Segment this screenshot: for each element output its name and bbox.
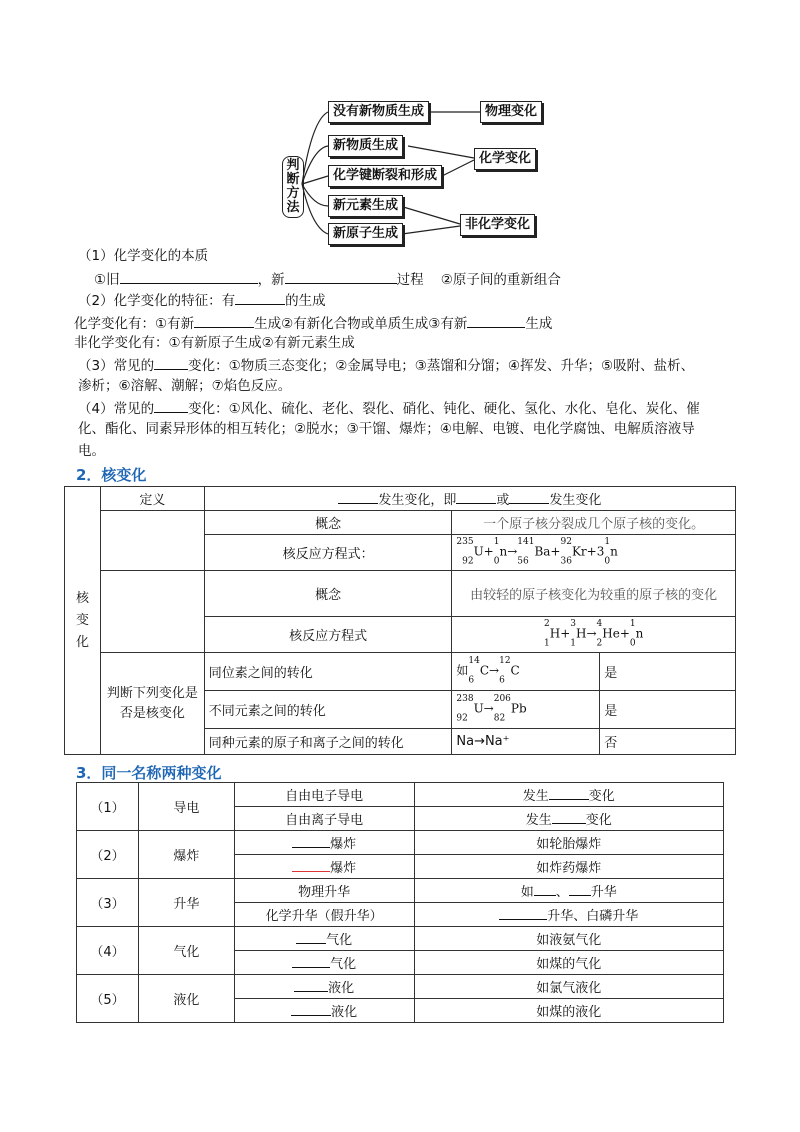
- text-line-1: （1）化学变化的本质: [78, 248, 209, 264]
- g1-r1-a: 自由电子导电: [234, 783, 414, 807]
- fusion-equation: $^2$ $_1$H+$^3$ $_1$H→$^4$ $_2$He+$^1$ $_0$n: [452, 617, 736, 653]
- def-content: 发生变化，即 或 发生变化: [204, 487, 735, 511]
- g5-name: 液化: [138, 975, 234, 1023]
- fission-blank: [100, 511, 204, 571]
- section2-heading: 2．核变化: [76, 466, 147, 484]
- fission-concept-label: 概念: [204, 511, 452, 535]
- result-non-chemical-change: 非化学变化: [460, 214, 535, 236]
- node-new-substance: 新物质生成: [328, 135, 403, 157]
- g5-r2-b: 如煤的液化: [414, 999, 723, 1023]
- row-isotope-label: 同位素之间的转化: [204, 653, 452, 691]
- node-bond-breaking: 化学键断裂和形成: [328, 165, 442, 187]
- nuclear-side-label: 核 变 化: [65, 487, 101, 755]
- g3-r1-a: 物理升华: [234, 879, 414, 903]
- g4-r2-a: 气化: [234, 951, 414, 975]
- g1-r2-a: 自由离子导电: [234, 807, 414, 831]
- text-line-10: 电。: [78, 443, 105, 459]
- fission-concept: 一个原子核分裂成几个原子核的变化。: [452, 511, 736, 535]
- fusion-blank: [100, 571, 204, 653]
- fusion-concept-label: 概念: [204, 571, 452, 617]
- diagram-connector-lines: [0, 0, 800, 260]
- g3-r2-a: 化学升华（假升华）: [234, 903, 414, 927]
- g5-r2-a: 液化: [234, 999, 414, 1023]
- text-line-6: （3）常见的 变化：①物质三态变化；②金属导电；③蒸馏和分馏；④挥发、升华；⑤吸附、盐析、: [78, 358, 695, 374]
- text-line-4: 化学变化有：①有新 生成②有新化合物或单质生成③有新 生成: [74, 316, 553, 332]
- row-ion-label: 同种元素的原子和离子之间的转化: [204, 729, 452, 755]
- g1-r2-b: 发生 变化: [414, 807, 723, 831]
- g3-r1-b: 如 、 升华: [414, 879, 723, 903]
- g2-r1-a: 爆炸: [234, 831, 414, 855]
- g5-num: （5）: [77, 975, 139, 1023]
- g3-num: （3）: [77, 879, 139, 927]
- text-line-5: 非化学变化有：①有新原子生成②有新元素生成: [74, 335, 355, 351]
- fission-eq-label: 核反应方程式：: [204, 535, 452, 571]
- result-physical-change: 物理变化: [480, 101, 542, 123]
- row-element-label: 不同元素之间的转化: [204, 691, 452, 729]
- g3-name: 升华: [138, 879, 234, 927]
- row-ion-example: Na→Na⁺: [452, 729, 600, 755]
- g4-r1-b: 如液氨气化: [414, 927, 723, 951]
- g1-name: 导电: [138, 783, 234, 831]
- row-isotope-answer: 是: [600, 653, 736, 691]
- nuclear-change-table: [64, 486, 736, 755]
- g4-name: 气化: [138, 927, 234, 975]
- g2-num: （2）: [77, 831, 139, 879]
- g5-r1-b: 如氯气液化: [414, 975, 723, 999]
- g4-r1-a: 气化: [234, 927, 414, 951]
- def-label: 定义: [100, 487, 204, 511]
- g2-r2-a: 爆炸: [234, 855, 414, 879]
- judge-label: 判断下列变化是否是核变化: [100, 653, 204, 755]
- text-line-7: 渗析；⑥溶解、潮解；⑦焰色反应。: [78, 378, 292, 394]
- row-isotope-example: 如$^{14}$ $_6$C→$^{12}$ $_6$C: [452, 653, 600, 691]
- g2-r1-b: 如轮胎爆炸: [414, 831, 723, 855]
- fusion-eq-label: 核反应方程式: [204, 617, 452, 653]
- row-ion-answer: 否: [600, 729, 736, 755]
- g4-num: （4）: [77, 927, 139, 975]
- g2-r2-b: 如炸药爆炸: [414, 855, 723, 879]
- judge-method-node: 判 断 方 法: [282, 156, 304, 218]
- row-element-example: $^{238}$ $_{92}$U→$^{206}$ $_{82}$Pb: [452, 691, 600, 729]
- same-name-table: [76, 782, 724, 1023]
- g3-r2-b: 升华、白磷升华: [414, 903, 723, 927]
- g5-r1-a: 液化: [234, 975, 414, 999]
- row-element-answer: 是: [600, 691, 736, 729]
- node-new-atom: 新原子生成: [328, 223, 403, 245]
- g1-r1-b: 发生 变化: [414, 783, 723, 807]
- section3-heading: 3．同一名称两种变化: [76, 764, 222, 782]
- text-line-2: ①旧 ，新 过程 ②原子间的重新组合: [94, 272, 561, 288]
- node-new-element: 新元素生成: [328, 195, 403, 217]
- result-chemical-change: 化学变化: [474, 148, 536, 170]
- text-line-9: 化、酯化、同素异形体的相互转化；②脱水；③干馏、爆炸；④电解、电镀、电化学腐蚀、电解质溶液导: [78, 421, 695, 437]
- text-line-3: （2）化学变化的特征：有 的生成: [78, 293, 326, 309]
- node-no-new-substance: 没有新物质生成: [328, 101, 429, 123]
- g4-r2-b: 如煤的气化: [414, 951, 723, 975]
- fusion-concept: 由较轻的原子核变化为较重的原子核的变化: [452, 571, 736, 617]
- g2-name: 爆炸: [138, 831, 234, 879]
- fission-equation: $^{235}$ $_{92}$U+$^1$ $_0$n→$^{141}$ $_{56}$Ba+$^{92}$ $_{36}Kr+3^1$ $_0$n: [452, 535, 736, 571]
- text-line-8: （4）常见的 变化：①风化、硫化、老化、裂化、硝化、钝化、硬化、氢化、水化、皂化、炭化、催: [78, 401, 700, 417]
- g1-num: （1）: [77, 783, 139, 831]
